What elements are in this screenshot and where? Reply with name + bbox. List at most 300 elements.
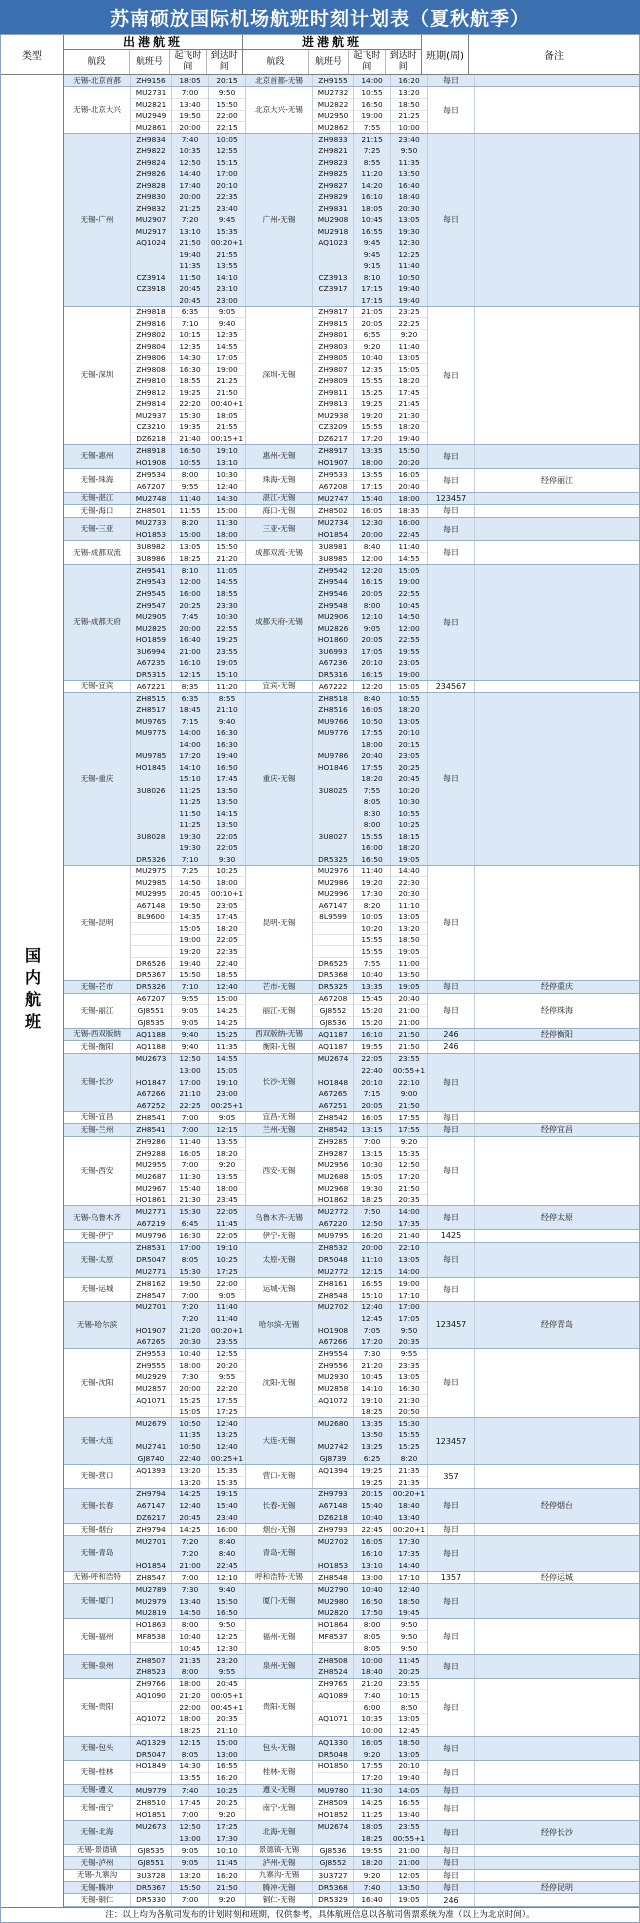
in-flight-no: ZH9831	[313, 203, 353, 215]
remarks-cell	[475, 1278, 639, 1301]
in-route: 昆明-无锡	[246, 866, 313, 980]
out-dep-time-col	[172, 994, 209, 1028]
header-departing: 出港航班	[64, 35, 242, 50]
out-arr-time: 22:05	[216, 1231, 238, 1241]
out-flight-no	[131, 820, 171, 832]
out-arr-time: 10:10	[216, 1845, 238, 1855]
remarks-cell	[475, 493, 639, 504]
schedule-cell: 每日	[428, 1870, 475, 1881]
schedule-cell: 每日	[428, 541, 475, 564]
in-dep-time: 18:00	[354, 739, 390, 751]
in-dep-time: 10:35	[354, 1714, 390, 1726]
in-flight-no: MU2938	[313, 410, 353, 422]
in-flight-no: DR5316	[318, 669, 348, 679]
in-flight-no-col	[313, 693, 354, 865]
schedule-cell: 每日	[428, 981, 475, 992]
in-flight-no-col	[313, 1489, 354, 1523]
out-dep-time-col	[172, 307, 209, 444]
out-route: 无锡-呼和浩特	[64, 1572, 131, 1583]
out-route: 无锡-泉州	[64, 1655, 131, 1678]
out-arr-time: 00:15+1	[210, 433, 244, 443]
out-dep-time: 14:00	[172, 728, 208, 740]
in-route: 海口-无锡	[246, 505, 313, 516]
out-dep-time: 6:45	[181, 1218, 199, 1228]
out-dep-time: 15:05	[172, 923, 208, 935]
in-dep-time: 16:00	[354, 843, 390, 855]
out-flight-no: ZH8510	[131, 1797, 171, 1809]
in-arr-time: 15:55	[391, 1430, 427, 1442]
out-flight-no: ZH8517	[131, 705, 171, 717]
out-dep-time: 7:10	[181, 982, 199, 992]
in-arr-time: 15:05	[391, 565, 427, 577]
in-arr-time: 11:35	[391, 157, 427, 169]
in-flight-no-col	[313, 307, 354, 444]
out-dep-time: 19:50	[172, 111, 208, 123]
in-dep-time: 13:50	[354, 1430, 390, 1442]
out-dep-time: 7:20	[172, 1548, 208, 1560]
in-dep-time: 11:20	[354, 169, 390, 181]
header-out-dep-time: 起飞时间	[170, 50, 206, 74]
out-dep-time: 11:35	[172, 261, 208, 273]
out-dep-time-col	[172, 1845, 209, 1856]
in-flight-no: DZ6218	[318, 1512, 348, 1522]
in-route: 北海-无锡	[246, 1821, 313, 1844]
out-arr-time: 16:30	[209, 728, 245, 740]
in-dep-time: 11:30	[361, 1785, 383, 1795]
in-arr-time: 19:05	[398, 982, 420, 992]
route-block	[64, 1206, 639, 1230]
in-route: 桂林-无锡	[246, 1761, 313, 1784]
in-arr-time: 22:55	[391, 588, 427, 600]
in-dep-time: 18:25	[361, 1833, 383, 1843]
in-flight-no: A67266	[318, 1337, 348, 1347]
route-block	[64, 1302, 639, 1349]
out-dep-time-col	[172, 565, 209, 679]
in-route: 景德镇-无锡	[246, 1845, 313, 1856]
in-arr-time: 17:10	[398, 1290, 420, 1300]
out-dep-time: 10:40	[172, 1631, 208, 1643]
in-arr-time: 12:30	[391, 238, 427, 250]
out-dep-time: 11:25	[172, 820, 208, 832]
out-arr-time: 23:00	[216, 295, 238, 305]
in-flight-no	[313, 261, 353, 273]
in-arr-time: 8:50	[391, 1702, 427, 1714]
out-arr-time: 11:05	[209, 565, 245, 577]
remarks-cell: 经停衡阳	[541, 1030, 573, 1039]
out-dep-time: 20:00	[172, 1383, 208, 1395]
out-arr-time: 22:35	[209, 946, 245, 958]
out-dep-time: 12:15	[179, 669, 201, 679]
in-dep-time: 19:55	[361, 1042, 383, 1052]
remarks-cell	[475, 1041, 639, 1052]
out-route: 无锡-长沙	[64, 1054, 131, 1111]
out-dep-time: 22:40	[179, 1453, 201, 1463]
out-flight-no-col	[131, 493, 172, 504]
out-dep-time-col	[172, 134, 209, 306]
out-arr-time: 10:25	[209, 866, 245, 878]
in-flight-no	[313, 1833, 353, 1844]
out-route: 无锡-包头	[64, 1737, 131, 1760]
in-flight-no: ZH8548	[318, 1290, 348, 1300]
out-dep-time: 9:40	[181, 1042, 199, 1052]
out-flight-no: DR5326	[136, 854, 166, 864]
out-arr-time-col	[209, 1278, 246, 1301]
in-flight-no: GJ8552	[319, 1858, 347, 1868]
out-dep-time: 9:05	[181, 1858, 199, 1868]
in-arr-time: 20:25	[398, 1667, 420, 1677]
in-arr-time-col	[391, 541, 428, 564]
in-dep-time: 17:55	[354, 728, 390, 740]
out-dep-time-col	[172, 1679, 209, 1736]
in-dep-time: 13:55	[354, 469, 390, 481]
in-arr-time: 16:55	[391, 1797, 427, 1809]
out-arr-time: 00:40+1	[210, 399, 244, 409]
out-dep-time: 19:50	[172, 900, 208, 912]
in-arr-time: 19:05	[398, 854, 420, 864]
remarks-cell	[475, 1230, 639, 1241]
in-flight-no: ZH9807	[313, 364, 353, 376]
in-flight-no-col	[313, 1785, 354, 1796]
in-dep-time: 19:20	[354, 410, 390, 422]
in-dep-time: 22:40	[354, 1065, 390, 1077]
in-arr-time: 16:40	[391, 180, 427, 192]
out-dep-time-col	[172, 445, 209, 468]
in-dep-time-col	[354, 1655, 391, 1678]
out-arr-time-col	[209, 1041, 246, 1052]
in-arr-time: 16:05	[391, 469, 427, 481]
in-dep-time: 17:20	[361, 1337, 383, 1347]
in-dep-time: 15:55	[354, 422, 390, 434]
in-arr-time: 13:50	[398, 1883, 420, 1893]
out-flight-no: DR5326	[136, 982, 166, 992]
out-flight-no: ZH9808	[131, 364, 171, 376]
out-dep-time-col	[172, 1857, 209, 1868]
in-flight-no: ZH8509	[313, 1797, 353, 1809]
in-flight-no-col	[313, 1418, 354, 1464]
out-flight-no: ZH9834	[131, 134, 171, 146]
out-route: 无锡-宜昌	[64, 1112, 131, 1123]
out-dep-time: 13:20	[179, 1870, 201, 1880]
out-flight-no-col	[131, 1584, 172, 1618]
table-header	[1, 35, 639, 75]
out-route: 无锡-北京大兴	[64, 87, 131, 133]
header-type: 类型	[1, 35, 64, 74]
in-flight-no: ZH8542	[318, 1112, 348, 1122]
in-dep-time: 19:20	[354, 877, 390, 889]
route-block	[64, 1465, 639, 1489]
in-flight-no: ZH9825	[313, 169, 353, 181]
in-arr-time: 18:50	[391, 99, 427, 111]
schedule-cell: 每日	[428, 1524, 475, 1535]
in-dep-time: 21:15	[354, 134, 390, 146]
out-flight-no	[131, 739, 171, 751]
out-flight-no: ZH9766	[131, 1679, 171, 1691]
out-flight-no: MU2905	[131, 611, 171, 623]
out-flight-no: A67235	[131, 658, 171, 670]
in-dep-time: 7:30	[354, 1349, 390, 1361]
in-dep-time: 7:25	[354, 146, 390, 158]
in-dep-time: 14:00	[361, 76, 383, 85]
out-dep-time-col	[172, 1137, 209, 1206]
in-dep-time-col	[354, 1124, 391, 1135]
out-flight-no: MU2771	[131, 1206, 171, 1218]
in-flight-no-col	[313, 1206, 354, 1229]
in-dep-time: 14:25	[354, 1797, 390, 1809]
in-route: 西双版纳-无锡	[246, 1029, 313, 1040]
out-dep-time: 7:00	[181, 1895, 199, 1905]
out-flight-no: DR5047	[131, 1254, 171, 1266]
out-flight-no	[131, 1725, 171, 1736]
in-flight-no-col	[313, 1655, 354, 1678]
in-arr-time: 9:00	[391, 1089, 427, 1101]
route-block	[64, 445, 639, 469]
in-dep-time: 9:45	[354, 238, 390, 250]
out-arr-time: 19:00	[209, 364, 245, 376]
in-route: 珠海-无锡	[246, 469, 313, 492]
out-flight-no: ZH9804	[131, 341, 171, 353]
in-dep-time: 16:40	[361, 1895, 383, 1905]
in-arr-time-col	[391, 1349, 428, 1418]
in-arr-time-col	[391, 1619, 428, 1653]
in-arr-time: 18:50	[391, 1737, 427, 1749]
out-dep-time-col	[172, 1761, 209, 1784]
out-arr-time-col	[209, 1536, 246, 1570]
in-dep-time: 12:35	[354, 364, 390, 376]
out-dep-time-col	[172, 1572, 209, 1583]
out-arr-time: 20:25	[209, 1797, 245, 1809]
out-flight-no: ZH9818	[131, 307, 171, 319]
out-arr-time: 9:20	[209, 1160, 245, 1172]
out-dep-time: 14:35	[172, 912, 208, 924]
out-flight-no: DR5367	[136, 970, 166, 980]
route-block	[64, 681, 639, 693]
in-flight-no: ZH9765	[313, 1679, 353, 1691]
out-arr-time: 15:35	[209, 226, 245, 238]
in-dep-time: 13:35	[361, 982, 383, 992]
in-arr-time: 19:40	[398, 1773, 420, 1783]
out-dep-time: 14:25	[172, 1489, 208, 1501]
in-dep-time: 17:15	[361, 295, 383, 305]
out-flight-no: MU2748	[135, 493, 167, 503]
out-dep-time: 7:00	[181, 1125, 199, 1135]
in-flight-no: CZ3913	[313, 272, 353, 284]
in-arr-time-col	[391, 1572, 428, 1583]
schedule-cell: 每日	[428, 505, 475, 516]
in-arr-time: 14:40	[391, 866, 427, 878]
in-flight-no: MU2986	[313, 877, 353, 889]
out-flight-no: MU2741	[131, 1442, 171, 1454]
out-route: 无锡-长春	[64, 1489, 131, 1523]
out-arr-time: 12:55	[209, 1349, 245, 1361]
out-route: 无锡-运城	[64, 1278, 131, 1301]
in-dep-time: 16:50	[354, 99, 390, 111]
in-arr-time-col	[391, 1737, 428, 1760]
route-block	[64, 87, 639, 134]
in-arr-time: 13:05	[391, 1254, 427, 1266]
out-route: 无锡-衡阳	[64, 1041, 131, 1052]
out-arr-time: 9:05	[218, 1112, 236, 1122]
in-arr-time: 10:55	[391, 808, 427, 820]
out-flight-no-col	[131, 445, 172, 468]
in-dep-time-col	[354, 134, 391, 306]
out-flight-no: ZH9810	[131, 376, 171, 388]
in-arr-time-col	[391, 1206, 428, 1229]
out-flight-no	[131, 923, 171, 935]
route-block	[64, 1054, 639, 1112]
in-dep-time-col	[354, 1797, 391, 1820]
out-arr-time: 9:55	[209, 1372, 245, 1384]
out-dep-time: 19:50	[172, 1278, 208, 1290]
in-flight-no-col	[313, 1857, 354, 1868]
in-route: 广州-无锡	[246, 134, 313, 306]
out-arr-time-col	[209, 1418, 246, 1464]
in-dep-time-col	[354, 1029, 391, 1040]
out-flight-no: ZH9830	[131, 192, 171, 204]
out-route: 无锡-西双版纳	[64, 1029, 131, 1040]
in-flight-no	[313, 923, 353, 935]
page-title: 苏南硕放国际机场航班时刻计划表（夏秋航季）	[0, 0, 640, 34]
out-dep-time: 7:20	[172, 1536, 208, 1548]
in-flight-no-col	[313, 994, 354, 1028]
in-dep-time: 19:30	[354, 1183, 390, 1195]
in-arr-time: 9:50	[391, 1325, 427, 1337]
in-flight-no: MU2688	[313, 1171, 353, 1183]
in-flight-no: 3U8025	[313, 785, 353, 797]
out-flight-no: 3U8986	[136, 554, 166, 564]
in-flight-no: MU2820	[317, 1608, 349, 1618]
in-dep-time: 17:20	[361, 433, 383, 443]
in-arr-time: 18:20	[391, 376, 427, 388]
out-arr-time: 21:10	[216, 1725, 238, 1735]
in-flight-no: ZH9793	[318, 1525, 348, 1535]
in-flight-no: ZH9556	[313, 1360, 353, 1372]
out-arr-time: 11:40	[209, 1313, 245, 1325]
schedule-cell: 每日	[428, 1124, 475, 1135]
in-arr-time-col	[391, 1524, 428, 1535]
out-dep-time: 15:05	[179, 1407, 201, 1417]
in-flight-no-col	[313, 1821, 354, 1844]
schedule-cell: 357	[428, 1465, 475, 1488]
out-flight-no: ZH8531	[131, 1243, 171, 1255]
out-arr-time: 13:00	[216, 1749, 238, 1759]
in-flight-no: DR5329	[318, 1895, 348, 1905]
header-in-route: 航段	[243, 50, 309, 74]
out-arr-time: 19:25	[209, 635, 245, 647]
out-dep-time: 13:55	[179, 1773, 201, 1783]
out-dep-time-col	[172, 1524, 209, 1535]
remarks-cell	[475, 1797, 639, 1820]
in-arr-time: 23:05	[391, 751, 427, 763]
schedule-cell: 123457	[428, 493, 475, 504]
out-flight-no	[131, 1833, 171, 1844]
in-flight-no: HO1853	[317, 1560, 349, 1570]
out-arr-time-col	[209, 75, 246, 86]
in-arr-time: 8:20	[400, 1453, 418, 1463]
in-flight-no: MU2674	[313, 1821, 353, 1833]
in-dep-time: 20:00	[361, 530, 383, 540]
in-flight-no-col	[313, 75, 354, 86]
in-arr-time: 23:55	[391, 1679, 427, 1691]
in-arr-time: 13:05	[391, 1372, 427, 1384]
in-flight-no: HO1852	[317, 1809, 349, 1819]
route-block	[64, 1572, 639, 1584]
out-flight-no: MU2701	[131, 1536, 171, 1548]
in-flight-no-col	[313, 1870, 354, 1881]
out-arr-time: 00:25+1	[210, 1453, 244, 1463]
out-flight-no-col	[131, 87, 172, 133]
out-dep-time: 10:15	[172, 330, 208, 342]
out-flight-no: MU2937	[131, 410, 171, 422]
in-dep-time-col	[354, 681, 391, 692]
out-dep-time-col	[172, 1349, 209, 1418]
out-dep-time: 9:05	[181, 1845, 199, 1855]
in-flight-no: MU2930	[313, 1372, 353, 1384]
remarks-cell	[475, 1737, 639, 1760]
out-flight-no: MU2771	[135, 1266, 167, 1276]
out-dep-time-col	[172, 1465, 209, 1488]
in-flight-no: ZH8548	[318, 1572, 348, 1582]
out-flight-no: ZH8501	[136, 506, 166, 516]
out-arr-time-col	[209, 1302, 246, 1348]
out-arr-time-col	[209, 1572, 246, 1583]
out-route: 无锡-兰州	[64, 1124, 131, 1135]
in-arr-time: 10:55	[391, 693, 427, 705]
out-arr-time: 23:40	[209, 203, 245, 215]
route-block	[64, 307, 639, 445]
out-arr-time: 11:35	[216, 1042, 238, 1052]
in-arr-time: 00:55+1	[391, 1065, 427, 1077]
in-dep-time: 17:55	[354, 762, 390, 774]
out-arr-time: 12:15	[216, 1125, 238, 1135]
out-dep-time: 13:00	[172, 1065, 208, 1077]
in-dep-time-col	[354, 1302, 391, 1348]
out-flight-no	[131, 797, 171, 809]
out-dep-time: 7:40	[181, 1785, 199, 1795]
in-dep-time: 8:30	[354, 808, 390, 820]
in-flight-no: ZH9815	[313, 318, 353, 330]
in-dep-time-col	[354, 994, 391, 1028]
out-dep-time-col	[172, 1124, 209, 1135]
out-flight-no-col	[131, 1489, 172, 1523]
in-flight-no: ZH9833	[313, 134, 353, 146]
out-dep-time: 8:35	[181, 681, 199, 691]
out-arr-time-col	[209, 1882, 246, 1893]
in-flight-no: ZH9811	[313, 387, 353, 399]
in-arr-time: 17:10	[398, 1572, 420, 1582]
out-arr-time-col	[209, 1584, 246, 1618]
in-dep-time: 12:20	[354, 565, 390, 577]
out-dep-time-col	[172, 505, 209, 516]
in-dep-time: 12:15	[361, 1266, 383, 1276]
out-flight-no	[131, 295, 171, 306]
in-arr-time: 22:25	[391, 318, 427, 330]
out-dep-time: 11:40	[179, 493, 201, 503]
out-arr-time: 23:20	[209, 1655, 245, 1667]
out-dep-time: 21:20	[172, 1690, 208, 1702]
schedule-cell: 每日	[428, 134, 475, 306]
in-arr-time: 9:50	[391, 146, 427, 158]
in-flight-no: GJ8536	[319, 1845, 347, 1855]
out-flight-no-col	[131, 981, 172, 992]
in-arr-time: 10:50	[391, 272, 427, 284]
out-dep-time-col	[172, 1870, 209, 1881]
in-dep-time-col	[354, 87, 391, 133]
out-route: 无锡-重庆	[64, 693, 131, 865]
out-flight-no: ZH8162	[131, 1278, 171, 1290]
out-arr-time: 12:25	[209, 1631, 245, 1643]
in-flight-no-col	[313, 1679, 354, 1736]
in-route: 宜昌-无锡	[246, 1112, 313, 1123]
